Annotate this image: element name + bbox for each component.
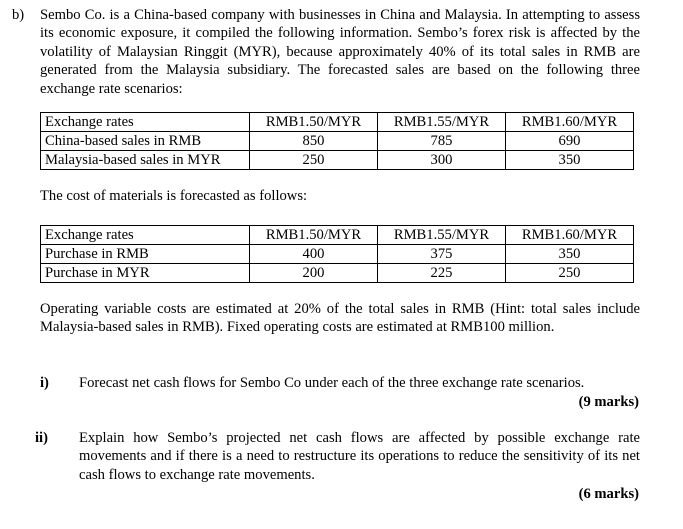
table-row — [41, 264, 634, 283]
table-cell: 350 — [506, 151, 634, 170]
table-cell: 225 — [378, 264, 506, 283]
part-ii-text: Explain how Sembo’s projected net cash flows are affected by possible exchange rate movements and if there is a need to restructure its operations to reduce the sensitivity of its net cash flows to exchange rate movements. — [79, 430, 640, 483]
table-cell: 250 — [250, 151, 378, 170]
question-label: b) — [12, 7, 25, 23]
table-cell: 850 — [250, 132, 378, 151]
cost-table — [40, 225, 634, 283]
header-cell: RMB1.55/MYR — [378, 226, 506, 245]
row-label: Purchase in MYR — [41, 264, 250, 283]
table-row — [41, 245, 634, 264]
row-label: Malaysia-based sales in MYR — [41, 151, 250, 170]
question-intro: Sembo Co. is a China-based company with businesses in China and Malaysia. In attempting to assess its economic exposure, it compiled the following information. Sembo’s forex risk is affected by the volatility of Malaysian Ringgit (MYR), because approximately 40% of its total sales in RMB are generated from the Malaysia subsidiary. The forecasted sales are based on the following three exchange rate scenarios: — [40, 7, 640, 97]
table-row — [41, 132, 634, 151]
part-ii-label: ii) — [35, 430, 48, 446]
header-cell: RMB1.60/MYR — [506, 113, 634, 132]
row-label: Purchase in RMB — [41, 245, 250, 264]
table-cell: 300 — [378, 151, 506, 170]
header-cell: RMB1.50/MYR — [250, 226, 378, 245]
part-i-label: i) — [40, 375, 49, 391]
sales-table — [40, 112, 634, 170]
table-cell: 400 — [250, 245, 378, 264]
table-cell: 250 — [506, 264, 634, 283]
table-cell: 200 — [250, 264, 378, 283]
part-i-marks: (9 marks) — [578, 394, 639, 410]
table-cell: 350 — [506, 245, 634, 264]
header-cell: RMB1.55/MYR — [378, 113, 506, 132]
table-cell: 375 — [378, 245, 506, 264]
row-label: China-based sales in RMB — [41, 132, 250, 151]
header-cell: Exchange rates — [41, 113, 250, 132]
table-cell: 785 — [378, 132, 506, 151]
cost-intro-text: The cost of materials is forecasted as follows: — [40, 188, 308, 204]
header-cell: RMB1.50/MYR — [250, 113, 378, 132]
operating-costs-text: Operating variable costs are estimated at 20% of the total sales in RMB (Hint: total sales include Malaysia-based sales in RMB). Fixed operating costs are estimated at RMB100 million. — [40, 301, 640, 336]
header-cell: Exchange rates — [41, 226, 250, 245]
part-ii-marks: (6 marks) — [578, 486, 639, 502]
table-header-row — [41, 226, 634, 245]
header-cell: RMB1.60/MYR — [506, 226, 634, 245]
table-row — [41, 151, 634, 170]
table-header-row — [41, 113, 634, 132]
part-i-text: Forecast net cash flows for Sembo Co under each of the three exchange rate scenarios. — [79, 375, 585, 391]
table-cell: 690 — [506, 132, 634, 151]
